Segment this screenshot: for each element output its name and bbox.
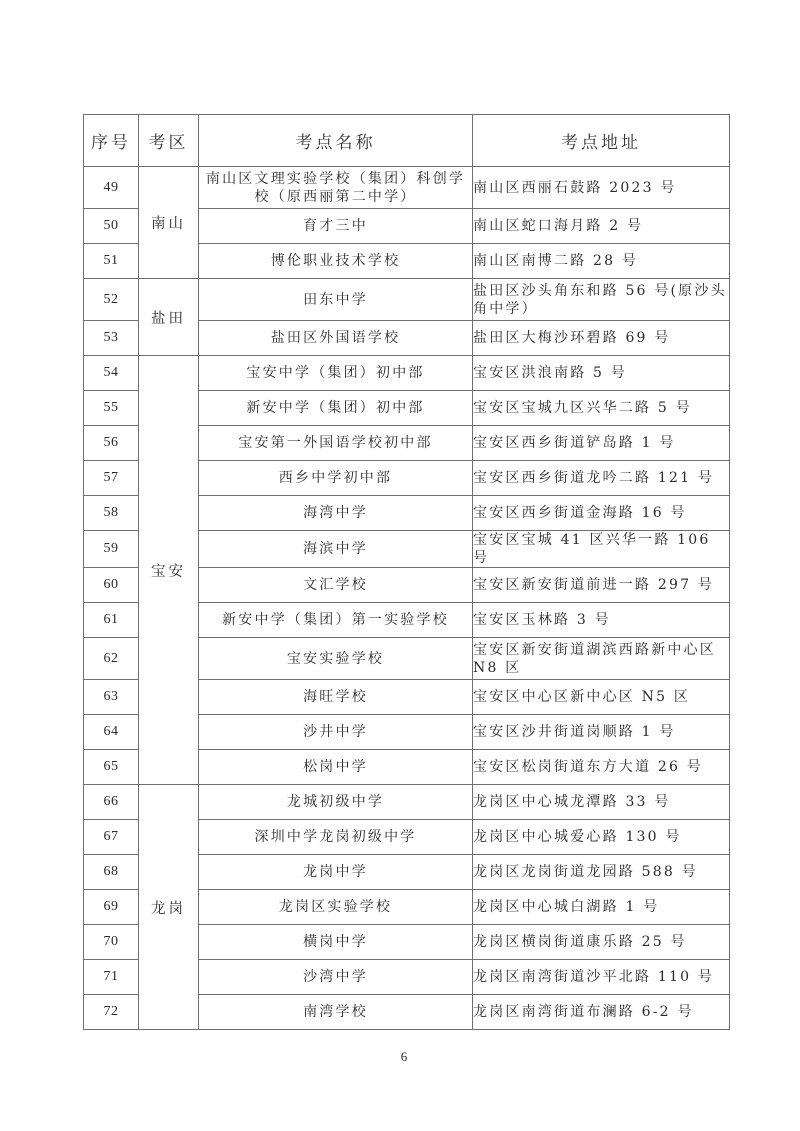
header-no: 序号 [84, 115, 139, 167]
site-address: 宝安区松岗街道东方大道 26 号 [473, 750, 730, 785]
site-address: 宝安区西乡街道铲岛路 1 号 [473, 426, 730, 461]
row-no: 66 [84, 785, 139, 820]
header-site-address: 考点地址 [473, 115, 730, 167]
site-name: 龙城初级中学 [199, 785, 473, 820]
table-row [84, 167, 730, 209]
row-no: 70 [84, 925, 139, 960]
table-header-row [84, 115, 730, 167]
row-no: 60 [84, 568, 139, 603]
table-row [84, 785, 730, 820]
row-no: 72 [84, 995, 139, 1030]
site-address: 龙岗区龙岗街道龙园路 588 号 [473, 855, 730, 890]
site-address: 宝安区西乡街道金海路 16 号 [473, 496, 730, 531]
site-name: 横岗中学 [199, 925, 473, 960]
site-address: 盐田区大梅沙环碧路 69 号 [473, 321, 730, 356]
row-no: 64 [84, 715, 139, 750]
site-name: 育才三中 [199, 209, 473, 244]
row-no: 52 [84, 279, 139, 321]
site-name: 盐田区外国语学校 [199, 321, 473, 356]
site-name: 沙湾中学 [199, 960, 473, 995]
page-number: 6 [400, 1049, 408, 1064]
row-no: 69 [84, 890, 139, 925]
site-name: 海湾中学 [199, 496, 473, 531]
area-cell-baoan: 宝安 [139, 356, 199, 785]
site-name: 海旺学校 [199, 680, 473, 715]
row-no: 54 [84, 356, 139, 391]
header-site-name: 考点名称 [199, 115, 473, 167]
site-address: 宝安区洪浪南路 5 号 [473, 356, 730, 391]
site-name: 文汇学校 [199, 568, 473, 603]
site-address: 宝安区玉林路 3 号 [473, 603, 730, 638]
site-address: 宝安区宝城 41 区兴华一路 106 号 [473, 531, 730, 568]
row-no: 51 [84, 244, 139, 279]
site-name: 南湾学校 [199, 995, 473, 1030]
site-address: 盐田区沙头角东和路 56 号(原沙头角中学） [473, 279, 730, 321]
area-cell-longgang: 龙岗 [139, 785, 199, 1030]
table-row [84, 356, 730, 391]
row-no: 63 [84, 680, 139, 715]
row-no: 57 [84, 461, 139, 496]
site-name: 南山区文理实验学校（集团）科创学校（原西丽第二中学） [199, 167, 473, 209]
site-name: 西乡中学初中部 [199, 461, 473, 496]
site-name: 田东中学 [199, 279, 473, 321]
site-address: 龙岗区南湾街道布澜路 6-2 号 [473, 995, 730, 1030]
site-address: 龙岗区中心城白湖路 1 号 [473, 890, 730, 925]
site-name: 龙岗区实验学校 [199, 890, 473, 925]
site-address: 宝安区宝城九区兴华二路 5 号 [473, 391, 730, 426]
site-address: 南山区西丽石鼓路 2023 号 [473, 167, 730, 209]
site-address: 宝安区新安街道湖滨西路新中心区 N8 区 [473, 638, 730, 680]
row-no: 65 [84, 750, 139, 785]
site-name: 宝安中学（集团）初中部 [199, 356, 473, 391]
exam-sites-table [83, 114, 730, 1030]
site-name: 宝安实验学校 [199, 638, 473, 680]
site-name: 博伦职业技术学校 [199, 244, 473, 279]
site-address: 龙岗区横岗街道康乐路 25 号 [473, 925, 730, 960]
row-no: 55 [84, 391, 139, 426]
header-area: 考区 [139, 115, 199, 167]
site-address: 宝安区西乡街道龙吟二路 121 号 [473, 461, 730, 496]
site-address: 南山区蛇口海月路 2 号 [473, 209, 730, 244]
site-address: 南山区南博二路 28 号 [473, 244, 730, 279]
site-name: 新安中学（集团）初中部 [199, 391, 473, 426]
row-no: 58 [84, 496, 139, 531]
site-address: 龙岗区南湾街道沙平北路 110 号 [473, 960, 730, 995]
row-no: 50 [84, 209, 139, 244]
site-name: 新安中学（集团）第一实验学校 [199, 603, 473, 638]
site-name: 龙岗中学 [199, 855, 473, 890]
site-address: 龙岗区中心城爱心路 130 号 [473, 820, 730, 855]
area-cell-nanshan: 南山 [139, 167, 199, 279]
area-cell-yantian: 盐田 [139, 279, 199, 356]
row-no: 59 [84, 531, 139, 568]
site-name: 松岗中学 [199, 750, 473, 785]
site-name: 宝安第一外国语学校初中部 [199, 426, 473, 461]
site-address: 宝安区沙井街道岗顺路 1 号 [473, 715, 730, 750]
row-no: 56 [84, 426, 139, 461]
row-no: 67 [84, 820, 139, 855]
site-address: 宝安区中心区新中心区 N5 区 [473, 680, 730, 715]
site-name: 沙井中学 [199, 715, 473, 750]
site-name: 深圳中学龙岗初级中学 [199, 820, 473, 855]
row-no: 61 [84, 603, 139, 638]
row-no: 53 [84, 321, 139, 356]
site-address: 龙岗区中心城龙潭路 33 号 [473, 785, 730, 820]
table-row [84, 279, 730, 321]
row-no: 71 [84, 960, 139, 995]
row-no: 62 [84, 638, 139, 680]
row-no: 49 [84, 167, 139, 209]
row-no: 68 [84, 855, 139, 890]
site-name: 海滨中学 [199, 531, 473, 568]
site-address: 宝安区新安街道前进一路 297 号 [473, 568, 730, 603]
